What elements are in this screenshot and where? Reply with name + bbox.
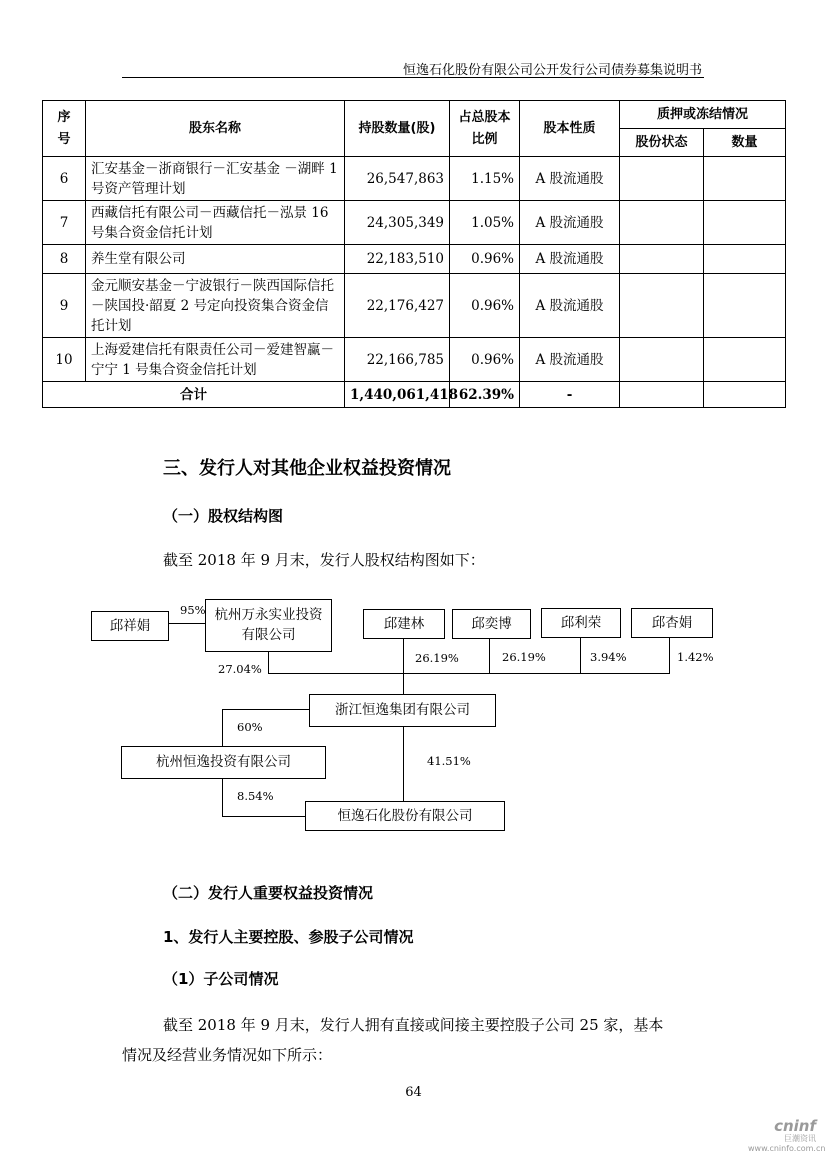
row-name: 西藏信托有限公司－西藏信托－泓景 16 号集合资金信托计划 [86, 201, 345, 245]
row-nature: A 股流通股 [520, 201, 620, 245]
item-subtitle: （1）子公司情况 [163, 970, 279, 988]
col-header-ratio: 占总股本比例 [450, 101, 520, 157]
pct-invest-petro: 8.54% [237, 789, 274, 803]
row-nature: A 股流通股 [520, 274, 620, 338]
header-rule [122, 77, 704, 78]
row-shares: 24,305,349 [345, 201, 450, 245]
entity-qiu-jianlin: 邱建林 [363, 609, 445, 639]
total-label: 合计 [43, 382, 345, 408]
table-row [43, 245, 786, 274]
row-ratio: 1.15% [450, 157, 520, 201]
subsection-title: （一）股权结构图 [163, 507, 284, 525]
connector-line [580, 638, 581, 673]
pct-yibo-group: 26.19% [502, 650, 546, 664]
logo-url: www.cninfo.com.cn [748, 1144, 826, 1153]
pct-group-invest: 60% [237, 720, 263, 734]
row-qty [704, 157, 786, 201]
entity-hengyi-petro: 恒逸石化股份有限公司 [305, 801, 505, 831]
row-status [620, 245, 704, 274]
row-ratio: 1.05% [450, 201, 520, 245]
row-index: 6 [43, 157, 86, 201]
entity-qiu-xingjuan: 邱杏娟 [631, 608, 713, 638]
row-index: 10 [43, 338, 86, 382]
row-shares: 22,166,785 [345, 338, 450, 382]
row-name: 上海爱建信托有限责任公司－爱建智赢－宁宁 1 号集合资金信托计划 [86, 338, 345, 382]
total-nature: - [520, 382, 620, 408]
row-status [620, 201, 704, 245]
table-row [43, 157, 786, 201]
row-index: 9 [43, 274, 86, 338]
row-status [620, 338, 704, 382]
document-header: 恒逸石化股份有限公司公开发行公司债券募集说明书 [402, 63, 702, 78]
col-header-shares: 持股数量(股) [345, 101, 450, 157]
row-ratio: 0.96% [450, 245, 520, 274]
entity-qiu-yibo: 邱奕博 [452, 609, 531, 639]
pct-jianlin-group: 26.19% [415, 651, 459, 665]
row-ratio: 0.96% [450, 338, 520, 382]
col-header-status: 股份状态 [620, 129, 704, 157]
row-index: 7 [43, 201, 86, 245]
connector-line [222, 779, 223, 816]
row-nature: A 股流通股 [520, 245, 620, 274]
subsection-title: （二）发行人重要权益投资情况 [163, 884, 374, 902]
connector-line [222, 816, 305, 817]
row-status [620, 274, 704, 338]
total-status [620, 382, 704, 408]
row-qty [704, 274, 786, 338]
item-title: 1、发行人主要控股、参股子公司情况 [163, 928, 414, 946]
connector-line [489, 638, 490, 673]
row-name: 汇安基金－浙商银行－汇安基金 －湖畔 1 号资产管理计划 [86, 157, 345, 201]
body-paragraph-line: 截至 2018 年 9 月末，发行人拥有直接或间接主要控股子公司 25 家，基本 [163, 1016, 664, 1034]
row-shares: 22,183,510 [345, 245, 450, 274]
logo-brand: cninf [774, 1117, 816, 1135]
pct-group-petro: 41.51% [427, 754, 471, 768]
pct-xingjuan-group: 1.42% [677, 650, 714, 664]
total-shares: 1,440,061,418 [345, 382, 450, 408]
row-nature: A 股流通股 [520, 338, 620, 382]
row-shares: 22,176,427 [345, 274, 450, 338]
entity-qiu-lirong: 邱利荣 [541, 608, 621, 638]
col-header-qty: 数量 [704, 129, 786, 157]
connector-line [403, 638, 404, 695]
table-row [43, 201, 786, 245]
connector-line [268, 673, 670, 674]
table-row [43, 274, 786, 338]
row-nature: A 股流通股 [520, 157, 620, 201]
connector-line [669, 638, 670, 673]
connector-line [403, 727, 404, 801]
row-shares: 26,547,863 [345, 157, 450, 201]
entity-hengyi-invest: 杭州恒逸投资有限公司 [121, 746, 326, 779]
col-header-index: 序号 [43, 101, 86, 157]
intro-paragraph: 截至 2018 年 9 月末，发行人股权结构图如下： [163, 551, 485, 569]
shareholder-table [42, 100, 786, 408]
connector-line [268, 651, 269, 673]
total-qty [704, 382, 786, 408]
col-header-nature: 股本性质 [520, 101, 620, 157]
table-total-row [43, 382, 786, 408]
row-index: 8 [43, 245, 86, 274]
page-number: 64 [405, 1085, 422, 1100]
pct-lirong-group: 3.94% [590, 650, 627, 664]
table-row [43, 338, 786, 382]
logo-subtext: 巨潮资讯 [784, 1134, 816, 1143]
entity-hengyi-group: 浙江恒逸集团有限公司 [309, 694, 496, 727]
row-qty [704, 338, 786, 382]
row-name: 金元顺安基金－宁波银行－陕西国际信托－陕国投·韶夏 2 号定向投资集合资金信托计划 [86, 274, 345, 338]
connector-line [168, 623, 205, 624]
section-title: 三、发行人对其他企业权益投资情况 [163, 458, 451, 479]
connector-line [222, 709, 223, 746]
row-status [620, 157, 704, 201]
row-ratio: 0.96% [450, 274, 520, 338]
row-qty [704, 201, 786, 245]
body-paragraph-line: 情况及经营业务情况如下所示： [122, 1046, 333, 1064]
connector-line [222, 709, 309, 710]
total-ratio: 62.39% [450, 382, 520, 408]
col-header-pledge: 质押或冻结情况 [620, 101, 786, 129]
row-name: 养生堂有限公司 [86, 245, 345, 274]
entity-qiu-xiangjuan: 邱祥娟 [91, 611, 169, 641]
pct-xiangjuan-wanyong: 95% [180, 603, 206, 617]
row-qty [704, 245, 786, 274]
col-header-name: 股东名称 [86, 101, 345, 157]
pct-wanyong-group: 27.04% [218, 662, 262, 676]
cninf-logo [748, 1117, 826, 1154]
entity-wanyong: 杭州万永实业投资有限公司 [205, 599, 332, 652]
